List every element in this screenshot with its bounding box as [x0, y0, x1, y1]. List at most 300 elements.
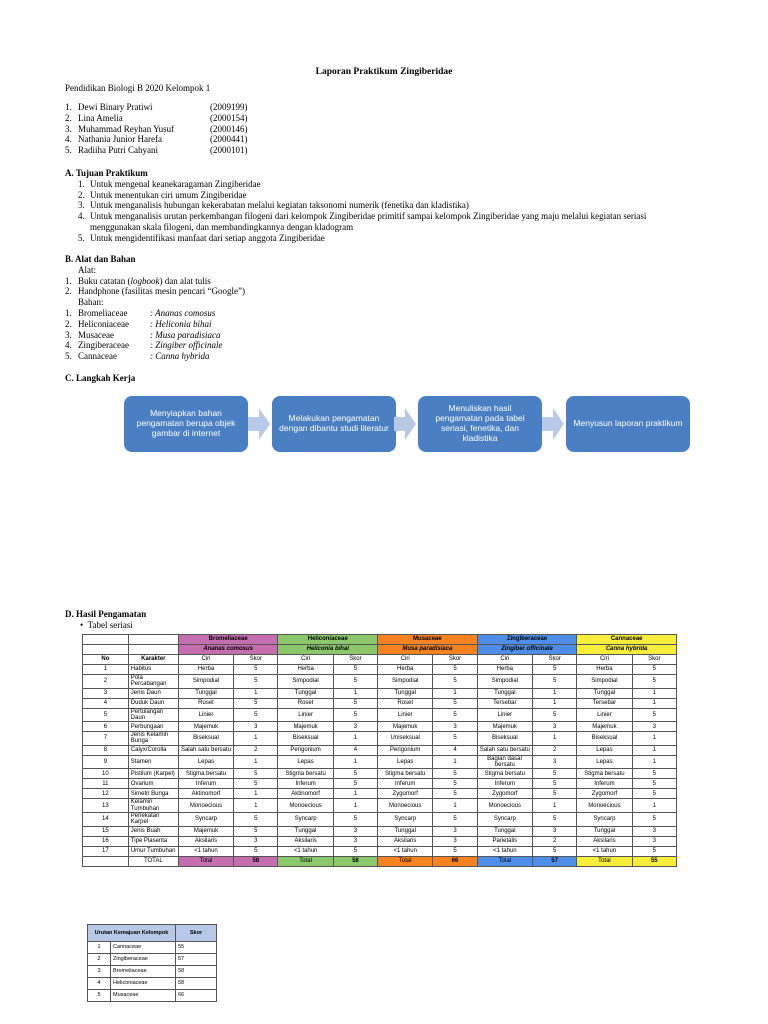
row-karakter: Ovarium — [128, 779, 178, 789]
column-header-row — [83, 655, 677, 665]
cell-skor: 1 — [532, 688, 576, 698]
species-name: Heliconia bihai — [278, 645, 378, 655]
member-id: (2000146) — [210, 123, 248, 134]
cell-skor: 5 — [333, 665, 377, 675]
arrow-right-icon — [542, 408, 564, 440]
column-ciri: Ciri — [278, 655, 333, 665]
row-karakter: Pistilum (Karpel) — [128, 769, 178, 779]
species-name: Ananas comosus — [178, 645, 278, 655]
member-number: 3. — [65, 123, 72, 134]
cell-ciri: Linier — [477, 708, 532, 722]
cell-ciri: Tunggal — [577, 688, 632, 698]
cell-ciri: Monoecious — [477, 799, 532, 813]
table-row — [83, 708, 677, 722]
species-name: Canna hybrida — [577, 645, 677, 655]
member-number: 5. — [65, 145, 72, 156]
cell-ciri: Roset — [178, 698, 233, 708]
cell-ciri: Stigma bersatu — [577, 769, 632, 779]
section-b-heading: B. Alat dan Bahan — [65, 254, 136, 264]
total-word: Total — [278, 856, 333, 866]
total-value: 66 — [433, 856, 477, 866]
objective-item — [78, 179, 646, 190]
row-number: 6 — [83, 722, 129, 732]
cell-ciri: Zygomorf — [477, 789, 532, 799]
objective-item — [78, 211, 646, 222]
cell-skor: 3 — [532, 722, 576, 732]
cell-skor: 5 — [632, 812, 676, 826]
cell-skor: 5 — [234, 846, 278, 856]
alat-item — [65, 286, 245, 297]
row-number: 9 — [83, 755, 129, 769]
cell-ciri: Lepas — [378, 755, 433, 769]
total-value: 57 — [532, 856, 576, 866]
cell-skor: 1 — [632, 745, 676, 755]
cell-skor: 1 — [433, 755, 477, 769]
bahan-species: : Ananas comosus — [150, 307, 216, 318]
cell-ciri: Monoecious — [577, 799, 632, 813]
cell-skor: 5 — [632, 846, 676, 856]
cell-ciri: Aktinomorf — [178, 789, 233, 799]
row-karakter: Duduk Daun — [128, 698, 178, 708]
row-karakter: Umur Tumbuhan — [128, 846, 178, 856]
cell-ciri: Inferum — [178, 779, 233, 789]
cell-ciri: Uniseksual — [378, 732, 433, 746]
cell-skor: 1 — [532, 698, 576, 708]
total-word: Total — [477, 856, 532, 866]
row-number: 2 — [83, 675, 129, 689]
cell-skor: 3 — [532, 755, 576, 769]
total-word: Total — [178, 856, 233, 866]
cell-ciri: Herba — [278, 665, 333, 675]
cell-skor: 1 — [433, 688, 477, 698]
cell-ciri: Simpodial — [378, 675, 433, 689]
bahan-family: Bromeliaceae — [78, 307, 128, 318]
bahan-species: : Zingiber officinale — [150, 340, 223, 351]
cell-ciri: Lepas — [178, 755, 233, 769]
blank-cell — [83, 635, 129, 645]
ranking-group: Bromeliaceae — [111, 966, 176, 978]
cell-ciri: Syncarp — [178, 812, 233, 826]
cell-ciri: Stigma bersatu — [278, 769, 333, 779]
table-row — [83, 675, 677, 689]
cell-ciri: <1 tahun — [178, 846, 233, 856]
ranking-header-score: Skor — [176, 925, 217, 942]
arrow-right-icon — [394, 408, 416, 440]
cell-ciri: Perigonium — [378, 745, 433, 755]
cell-skor: 5 — [433, 675, 477, 689]
ranking-group: Zingiberaceae — [111, 954, 176, 966]
cell-skor: 5 — [632, 708, 676, 722]
cell-ciri: Lepas — [577, 755, 632, 769]
member-id: (2000101) — [210, 145, 248, 156]
cell-skor: 2 — [532, 836, 576, 846]
alat-label: Alat: — [78, 264, 96, 275]
flow-step-3: Menuliskan hasil pengamatan pada tabel seriasi, fenetika, dan kladistika — [418, 396, 542, 452]
cell-ciri: Tunggal — [477, 826, 532, 836]
column-ciri: Ciri — [178, 655, 233, 665]
bahan-species: : Heliconia bihai — [150, 318, 212, 329]
cell-skor: 1 — [333, 688, 377, 698]
row-number: 3 — [83, 688, 129, 698]
item-text: Untuk mengenal keanekaragaman Zingiberidae — [90, 178, 261, 189]
row-karakter: Jenis Kelamin Bunga — [128, 732, 178, 746]
cell-skor: 1 — [333, 732, 377, 746]
cell-skor: 5 — [333, 846, 377, 856]
objective-item — [78, 222, 646, 233]
cell-skor: 5 — [333, 779, 377, 789]
item-number: 1. — [65, 307, 72, 318]
cell-skor: 2 — [234, 745, 278, 755]
cell-skor: 5 — [333, 698, 377, 708]
section-c-heading: C. Langkah Kerja — [65, 373, 136, 383]
total-word: Total — [378, 856, 433, 866]
cell-ciri: Syncarp — [577, 812, 632, 826]
bahan-label: Bahan: — [78, 297, 104, 308]
species-name: Musa paradisiaca — [378, 645, 478, 655]
cell-ciri: Herba — [477, 665, 532, 675]
cell-ciri: Majemuk — [178, 826, 233, 836]
bahan-item — [65, 351, 245, 362]
table-row — [83, 826, 677, 836]
member-row — [65, 145, 248, 156]
item-number: 1. — [78, 178, 85, 189]
row-number: 12 — [83, 789, 129, 799]
item-number: 4. — [65, 340, 72, 351]
table-row — [83, 836, 677, 846]
ranking-score: 58 — [176, 966, 217, 978]
total-value: 55 — [632, 856, 676, 866]
workflow-diagram — [0, 396, 768, 456]
member-name: Muhammad Reyhan Yusuf — [78, 123, 175, 134]
cell-ciri: Roset — [378, 698, 433, 708]
member-row — [65, 102, 248, 113]
row-number: 5 — [83, 708, 129, 722]
cell-ciri: Linier — [378, 708, 433, 722]
cell-skor: 1 — [333, 755, 377, 769]
bahan-family: Cannaceae — [78, 351, 117, 362]
cell-skor: 5 — [632, 789, 676, 799]
cell-ciri: Tersebar — [577, 698, 632, 708]
cell-skor: 3 — [333, 722, 377, 732]
cell-ciri: Tunggal — [477, 688, 532, 698]
cell-ciri: Stigma bersatu — [378, 769, 433, 779]
cell-ciri: Majemuk — [278, 722, 333, 732]
cell-skor: 5 — [234, 769, 278, 779]
family-name: Musaceae — [378, 635, 478, 645]
item-number: 3. — [78, 200, 85, 211]
cell-ciri: Simpodial — [278, 675, 333, 689]
cell-ciri: Monoecious — [278, 799, 333, 813]
row-karakter: Pertulangan Daun — [128, 708, 178, 722]
cell-ciri: <1 tahun — [477, 846, 532, 856]
cell-skor: 1 — [234, 799, 278, 813]
row-number: 8 — [83, 745, 129, 755]
row-number: 17 — [83, 846, 129, 856]
ranking-score: 55 — [176, 942, 217, 954]
table-row — [83, 755, 677, 769]
item-text: Buku catatan ( — [78, 275, 131, 286]
cell-ciri: Lepas — [278, 755, 333, 769]
cell-skor: 3 — [433, 836, 477, 846]
ranking-header-row — [88, 925, 217, 942]
cell-skor: 5 — [632, 675, 676, 689]
column-skor: Skor — [632, 655, 676, 665]
cell-skor: 3 — [234, 836, 278, 846]
row-karakter: Simetri Bunga — [128, 789, 178, 799]
table-row — [83, 688, 677, 698]
row-karakter: Jenis Daun — [128, 688, 178, 698]
ranking-score: 58 — [176, 978, 217, 990]
cell-ciri: Tunggal — [378, 826, 433, 836]
alat-item — [65, 276, 245, 287]
cell-skor: 5 — [333, 769, 377, 779]
cell-skor: 5 — [433, 769, 477, 779]
section-d-bullet: • Tabel seriasi — [80, 620, 133, 630]
cell-skor: 3 — [632, 836, 676, 846]
cell-skor: 5 — [632, 769, 676, 779]
item-text: ) dan alat tulis — [159, 275, 211, 286]
column-ciri: Ciri — [477, 655, 532, 665]
table-row — [83, 745, 677, 755]
column-ciri: Ciri — [378, 655, 433, 665]
column-skor: Skor — [532, 655, 576, 665]
total-word: Total — [577, 856, 632, 866]
table-row — [83, 769, 677, 779]
arrow-right-icon — [248, 408, 270, 440]
bahan-family: Musaceae — [78, 329, 114, 340]
bahan-species: : Musa paradisiaca — [150, 329, 221, 340]
cell-ciri: Aktinomorf — [278, 789, 333, 799]
row-karakter: Habitus — [128, 665, 178, 675]
cell-skor: 5 — [433, 665, 477, 675]
cell-skor: 1 — [632, 755, 676, 769]
member-id: (2000441) — [210, 134, 248, 145]
member-id: (2000154) — [210, 112, 248, 123]
bullet-label: Tabel seriasi — [87, 620, 133, 630]
group-line: Pendidikan Biologi B 2020 Kelompok 1 — [65, 83, 211, 93]
cell-skor: 5 — [433, 789, 477, 799]
member-row — [65, 124, 248, 135]
ranking-row — [88, 942, 217, 954]
cell-skor: 1 — [632, 732, 676, 746]
flow-step-2: Melakukan pengamatan dengan dibantu studi literatur — [272, 396, 396, 452]
item-text: Untuk menganalisis hubungan kekerabatan melalui kegiatan taksonomi numerik (fenetika dan kladistika) — [90, 200, 469, 211]
cell-ciri: <1 tahun — [577, 846, 632, 856]
cell-ciri: Tunggal — [178, 688, 233, 698]
cell-ciri: Majemuk — [577, 722, 632, 732]
table-row — [83, 799, 677, 813]
row-karakter: Perbungaan — [128, 722, 178, 732]
cell-ciri: Parietalis — [477, 836, 532, 846]
cell-skor: 5 — [532, 846, 576, 856]
cell-ciri: Biseksual — [278, 732, 333, 746]
cell-ciri: Roset — [278, 698, 333, 708]
section-a — [65, 168, 646, 244]
cell-ciri: Zygomorf — [378, 789, 433, 799]
member-name: Nathania Junior Harefa — [78, 134, 162, 145]
family-name: Bromeliaceae — [178, 635, 278, 645]
cell-ciri: Biseksual — [178, 732, 233, 746]
objective-item — [78, 200, 646, 211]
member-name: Dewi Binary Pratiwi — [78, 102, 153, 112]
row-karakter: Pola Percabangan — [128, 675, 178, 689]
ranking-group: Cannaceae — [111, 942, 176, 954]
item-text: Untuk menentukan ciri umum Zingiberidae — [90, 189, 247, 200]
cell-ciri: Biseksual — [477, 732, 532, 746]
ranking-score: 66 — [176, 990, 217, 1002]
item-number: 2. — [65, 318, 72, 329]
cell-skor: 1 — [632, 799, 676, 813]
cell-skor: 5 — [433, 708, 477, 722]
family-name: Cannaceae — [577, 635, 677, 645]
species-name: Zingiber officinale — [477, 645, 577, 655]
member-id: (2009199) — [210, 102, 248, 112]
cell-ciri: Lepas — [577, 745, 632, 755]
cell-skor: 3 — [333, 826, 377, 836]
table-row — [83, 698, 677, 708]
cell-skor: 3 — [333, 836, 377, 846]
family-name: Heliconiaceae — [278, 635, 378, 645]
item-text: menggunakan skala filogeni, dan membandingkannya dengan kladogram — [90, 221, 354, 232]
cell-skor: 5 — [433, 698, 477, 708]
cell-skor: 5 — [234, 812, 278, 826]
ranking-row — [88, 966, 217, 978]
ranking-number: 2 — [88, 954, 111, 966]
cell-ciri: Tunggal — [378, 688, 433, 698]
item-number: 1. — [65, 275, 72, 286]
section-b — [65, 254, 245, 362]
table-row — [83, 665, 677, 675]
family-header-row — [83, 635, 677, 645]
cell-skor: 1 — [234, 688, 278, 698]
cell-ciri: Majemuk — [477, 722, 532, 732]
blank-cell — [83, 645, 129, 655]
cell-ciri: <1 tahun — [278, 846, 333, 856]
objective-item — [78, 233, 646, 244]
item-text: Handphone (fasilitas mesin pencari “Google”) — [78, 286, 245, 297]
member-number: 4. — [65, 134, 72, 145]
cell-ciri: Salah satu bersatu — [477, 745, 532, 755]
bahan-item — [65, 340, 245, 351]
cell-skor: 4 — [433, 745, 477, 755]
cell-skor: 5 — [532, 675, 576, 689]
table-row — [83, 732, 677, 746]
report-title: Laporan Praktikum Zingiberidae — [315, 67, 453, 77]
item-number: 5. — [78, 232, 85, 243]
cell-ciri: Stigma bersatu — [178, 769, 233, 779]
cell-skor: 5 — [234, 675, 278, 689]
section-a-heading: A. Tujuan Praktikum — [65, 168, 148, 178]
ranking-group: Musaceae — [111, 990, 176, 1002]
row-number: 14 — [83, 812, 129, 826]
cell-skor: 5 — [532, 708, 576, 722]
cell-skor: 5 — [532, 779, 576, 789]
cell-skor: 1 — [632, 688, 676, 698]
cell-ciri: Stigma bersatu — [477, 769, 532, 779]
ranking-row — [88, 954, 217, 966]
flow-step-1: Menyiapkan bahan pengamatan berupa objek gambar di internet — [124, 396, 248, 452]
cell-ciri: Perigonium — [278, 745, 333, 755]
column-no: No — [83, 655, 129, 665]
cell-skor: 5 — [234, 779, 278, 789]
cell-ciri: Simpodial — [178, 675, 233, 689]
member-name: Lina Amelia — [78, 112, 123, 123]
bahan-family: Zingiberaceae — [78, 340, 129, 351]
total-value: 58 — [333, 856, 377, 866]
ranking-header-group: Urutan Kemajuan Kelompok — [88, 925, 176, 942]
cell-ciri: Syncarp — [278, 812, 333, 826]
total-row — [83, 856, 677, 866]
cell-ciri: <1 tahun — [378, 846, 433, 856]
cell-ciri: Monoecious — [178, 799, 233, 813]
blank-cell — [83, 856, 129, 866]
cell-ciri: Inferum — [378, 779, 433, 789]
cell-ciri: Aksilaris — [577, 836, 632, 846]
ranking-score: 57 — [176, 954, 217, 966]
cell-ciri: Zygomorf — [577, 789, 632, 799]
blank-cell — [128, 635, 178, 645]
item-text: Untuk mengidentifikasi manfaat dari setiap anggota Zingiberidae — [90, 232, 325, 243]
item-text: Untuk menganalisis urutan perkembangan filogeni dari kelompok Zingiberidae primitif sampai kelompok Zingiberidae yang maju melalui kegiatan seriasi — [90, 211, 647, 222]
bahan-item — [65, 308, 245, 319]
seriation-table — [82, 634, 677, 867]
cell-ciri: Simpodial — [577, 675, 632, 689]
ranking-row — [88, 990, 217, 1002]
row-number: 15 — [83, 826, 129, 836]
cell-skor: 5 — [234, 665, 278, 675]
cell-ciri: Tunggal — [577, 826, 632, 836]
ranking-group: Heliconiaceae — [111, 978, 176, 990]
cell-ciri: Herba — [577, 665, 632, 675]
cell-skor: 5 — [433, 846, 477, 856]
column-skor: Skor — [433, 655, 477, 665]
cell-skor: 1 — [234, 755, 278, 769]
table-row — [83, 846, 677, 856]
table-row — [83, 779, 677, 789]
objective-item — [78, 190, 646, 201]
cell-skor: 5 — [532, 665, 576, 675]
item-number: 5. — [65, 351, 72, 362]
cell-skor: 5 — [333, 812, 377, 826]
cell-ciri: Herba — [378, 665, 433, 675]
column-skor: Skor — [234, 655, 278, 665]
cell-skor: 5 — [333, 675, 377, 689]
cell-skor: 1 — [433, 799, 477, 813]
cell-skor: 3 — [632, 722, 676, 732]
row-number: 7 — [83, 732, 129, 746]
ranking-number: 1 — [88, 942, 111, 954]
cell-skor: 5 — [532, 789, 576, 799]
row-number: 11 — [83, 779, 129, 789]
cell-ciri: Linier — [577, 708, 632, 722]
cell-skor: 5 — [532, 812, 576, 826]
cell-ciri: Linier — [278, 708, 333, 722]
cell-skor: 3 — [532, 826, 576, 836]
member-list — [65, 102, 248, 156]
cell-ciri: Syncarp — [378, 812, 433, 826]
cell-skor: 5 — [532, 769, 576, 779]
cell-skor: 5 — [632, 665, 676, 675]
cell-ciri: Linier — [178, 708, 233, 722]
ranking-number: 4 — [88, 978, 111, 990]
cell-skor: 1 — [632, 698, 676, 708]
cell-skor: 1 — [234, 732, 278, 746]
column-skor: Skor — [333, 655, 377, 665]
cell-ciri: Majemuk — [178, 722, 233, 732]
member-name: Radiiha Putri Cahyani — [78, 145, 158, 156]
row-karakter: Perlekatan Karpel — [128, 812, 178, 826]
cell-skor: 2 — [532, 745, 576, 755]
